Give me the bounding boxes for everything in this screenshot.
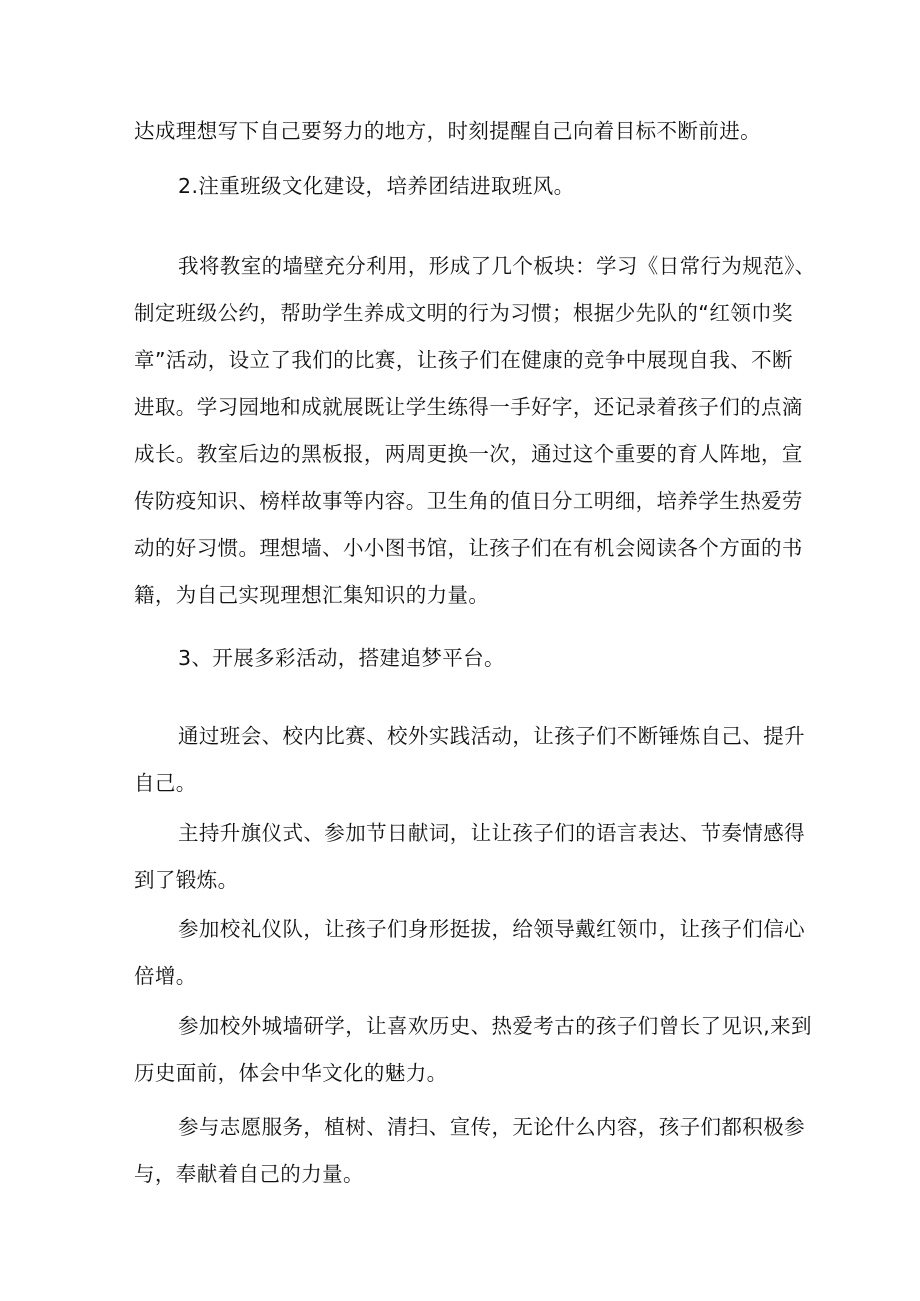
text-line: 与，奉献着自己的力量。 [134,1162,364,1186]
section-heading-2 [134,163,794,210]
text-line: 参加校外城墙研学，让喜欢历史、热爱考古的孩子们曾长了见识,来到 [178,1014,812,1038]
section-heading-3 [134,635,794,682]
text-line: 2.注重班级文化建设，培养团结进取班风。 [178,174,575,198]
text-line: 主持升旗仪式、参加节日献词，让让孩子们的语言表达、节奏情感得 [178,821,805,845]
text-line: 倍增。 [134,964,197,988]
text-line: 通过班会、校内比赛、校外实践活动，让孩子们不断锤炼自己、提升 [178,724,805,748]
paragraph-activities [134,713,805,807]
text-line: 达成理想写下自己要努力的地方，时刻提醒自己向着目标不断前进。 [134,119,761,143]
paragraph-continuation [134,108,794,155]
text-line: 成长。教室后边的黑板报，两周更换一次，通过这个重要的育人阵地，宣 [134,442,803,466]
text-line: 自己。 [134,771,197,795]
text-line: 传防疫知识、榜样故事等内容。卫生角的值日分工明细，培养学生热爱劳 [134,489,803,513]
text-line: 动的好习惯。理想墙、小小图书馆，让孩子们在有机会阅读各个方面的书 [134,536,803,560]
text-line: 进取。学习园地和成就展既让学生练得一手好字，还记录着孩子们的点滴 [134,395,803,419]
paragraph-volunteer [134,1104,805,1198]
text-line: 参与志愿服务，植树、清扫、宣传，无论什么内容，孩子们都积极参 [178,1115,805,1139]
paragraph-city-wall [134,1003,812,1097]
text-line: 制定班级公约，帮助学生养成文明的行为习惯；根据少先队的“红领巾奖 [134,301,793,325]
text-line: 参加校礼仪队，让孩子们身形挺拔，给领导戴红领巾，让孩子们信心 [178,917,805,941]
paragraph-classroom-walls [134,243,816,619]
paragraph-flag-ceremony [134,810,805,904]
text-line: 我将教室的墙壁充分利用，形成了几个板块：学习《日常行为规范》、 [178,254,816,278]
text-line: 章”活动，设立了我们的比赛，让孩子们在健康的竞争中展现自我、不断 [134,348,793,372]
text-line: 历史面前，体会中华文化的魅力。 [134,1061,448,1085]
text-line: 到了锻炼。 [134,868,239,892]
paragraph-honor-guard [134,906,805,1000]
text-line: 籍，为自己实现理想汇集知识的力量。 [134,583,490,607]
text-line: 3、开展多彩活动，搭建追梦平台。 [178,646,505,670]
